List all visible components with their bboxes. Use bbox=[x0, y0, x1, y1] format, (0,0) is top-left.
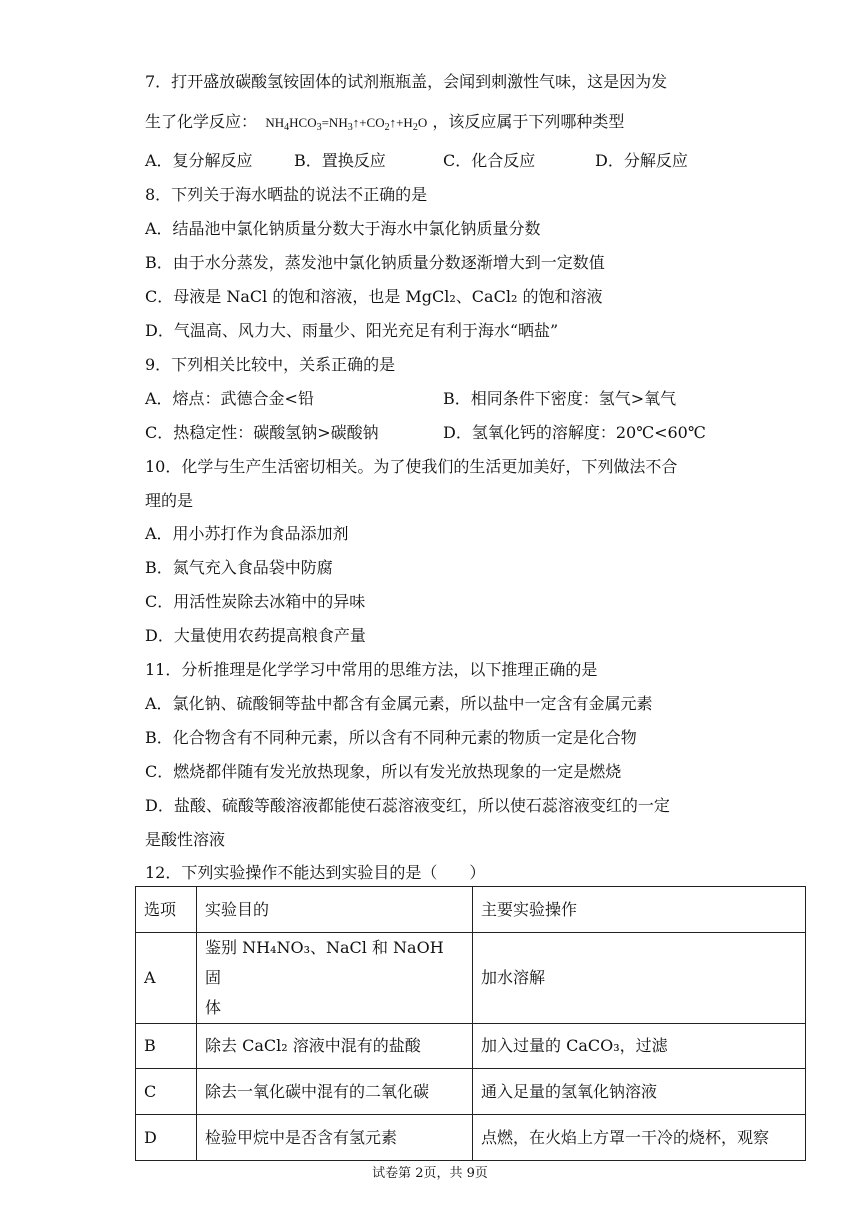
q10-option-c: C．用活性炭除去冰箱中的异味 bbox=[145, 592, 366, 611]
q9-option-c: C．热稳定性：碳酸氢钠>碳酸钠 bbox=[145, 423, 379, 442]
q8-option-b: B．由于水分蒸发，蒸发池中氯化钠质量分数逐渐增大到一定数值 bbox=[145, 253, 605, 272]
q12-options-table bbox=[135, 886, 806, 1161]
table-row bbox=[136, 1024, 806, 1069]
q11-option-a: A．氯化钠、硫酸铜等盐中都含有金属元素，所以盐中一定含有金属元素 bbox=[145, 694, 653, 713]
q10-stem-line1: 10．化学与生产生活密切相关。为了使我们的生活更加美好，下列做法不合 bbox=[145, 457, 678, 476]
table-header-cell: 选项 bbox=[136, 887, 197, 933]
table-cell-operation: 加水溶解 bbox=[473, 933, 806, 1024]
table-header-cell: 实验目的 bbox=[197, 887, 473, 933]
q7-stem-suffix: ，该反应属于下列哪种类型 bbox=[432, 112, 625, 131]
q7-option-d: D．分解反应 bbox=[595, 151, 688, 170]
page-footer: 试卷第 2页，共 9页 bbox=[372, 1166, 488, 1181]
q9-stem: 9．下列相关比较中，关系正确的是 bbox=[145, 355, 396, 374]
table-cell-option: C bbox=[136, 1069, 197, 1115]
table-cell-purpose: 除去 CaCl₂ 溶液中混有的盐酸 bbox=[197, 1024, 473, 1069]
q8-option-c: C．母液是 NaCl 的饱和溶液，也是 MgCl₂、CaCl₂ 的饱和溶液 bbox=[145, 287, 603, 306]
q7-stem-line1: 7．打开盛放碳酸氢铵固体的试剂瓶瓶盖，会闻到刺激性气味，这是因为发 bbox=[145, 72, 668, 91]
q10-option-d: D．大量使用农药提高粮食产量 bbox=[145, 626, 366, 645]
table-cell-purpose: 除去一氧化碳中混有的二氧化碳 bbox=[197, 1069, 473, 1115]
q11-option-b: B．化合物含有不同种元素，所以含有不同种元素的物质一定是化合物 bbox=[145, 728, 637, 747]
q11-option-d-cont: 是酸性溶液 bbox=[145, 830, 226, 849]
q7-stem-line2 bbox=[145, 111, 624, 134]
q7-stem-prefix: 生了化学反应： bbox=[145, 112, 258, 131]
table-header-cell: 主要实验操作 bbox=[473, 887, 806, 933]
table-row bbox=[136, 1115, 806, 1161]
q7-equation: $NH_4HCO_3=NH_3↑+CO_2↑+H_2O$ bbox=[265, 115, 428, 133]
q8-option-d: D．气温高、风力大、雨量少、阳光充足有利于海水“晒盐” bbox=[145, 321, 559, 340]
q7-option-c: C．化合反应 bbox=[443, 151, 536, 170]
q9-option-b: B．相同条件下密度：氢气>氧气 bbox=[443, 389, 677, 408]
table-cell-option: A bbox=[136, 933, 197, 1024]
q10-option-b: B．氮气充入食品袋中防腐 bbox=[145, 558, 333, 577]
table-cell-purpose bbox=[197, 933, 473, 1024]
q11-option-d: D．盐酸、硫酸等酸溶液都能使石蕊溶液变红，所以使石蕊溶液变红的一定 bbox=[145, 796, 670, 815]
table-cell-option: B bbox=[136, 1024, 197, 1069]
table-row bbox=[136, 1069, 806, 1115]
q8-stem: 8．下列关于海水晒盐的说法不正确的是 bbox=[145, 185, 428, 204]
q7-option-a: A．复分解反应 bbox=[145, 151, 253, 170]
q9-option-a: A．熔点：武德合金<铅 bbox=[145, 389, 314, 408]
q9-option-d: D．氢氧化钙的溶解度：20℃<60℃ bbox=[443, 423, 706, 442]
table-cell-operation: 加入过量的 CaCO₃，过滤 bbox=[473, 1024, 806, 1069]
q11-option-c: C．燃烧都伴随有发光放热现象，所以有发光放热现象的一定是燃烧 bbox=[145, 762, 622, 781]
table-cell-purpose: 检验甲烷中是否含有氢元素 bbox=[197, 1115, 473, 1161]
q11-stem: 11．分析推理是化学学习中常用的思维方法，以下推理正确的是 bbox=[145, 660, 598, 679]
q7-option-b: B．置换反应 bbox=[294, 151, 386, 170]
table-cell-operation: 通入足量的氢氧化钠溶液 bbox=[473, 1069, 806, 1115]
q12-stem: 12．下列实验操作不能达到实验目的是（ ） bbox=[145, 863, 486, 882]
q10-stem-line2: 理的是 bbox=[145, 491, 194, 510]
table-cell-operation: 点燃，在火焰上方罩一干冷的烧杯，观察 bbox=[473, 1115, 806, 1161]
table-row bbox=[136, 933, 806, 1024]
purpose-line: 鉴别 NH₄NO₃、NaCl 和 NaOH 固 bbox=[205, 938, 444, 987]
q10-option-a: A．用小苏打作为食品添加剂 bbox=[145, 524, 349, 543]
q8-option-a: A．结晶池中氯化钠质量分数大于海水中氯化钠质量分数 bbox=[145, 219, 541, 238]
table-cell-option: D bbox=[136, 1115, 197, 1161]
purpose-line: 体 bbox=[205, 998, 222, 1017]
table-header-row bbox=[136, 887, 806, 933]
